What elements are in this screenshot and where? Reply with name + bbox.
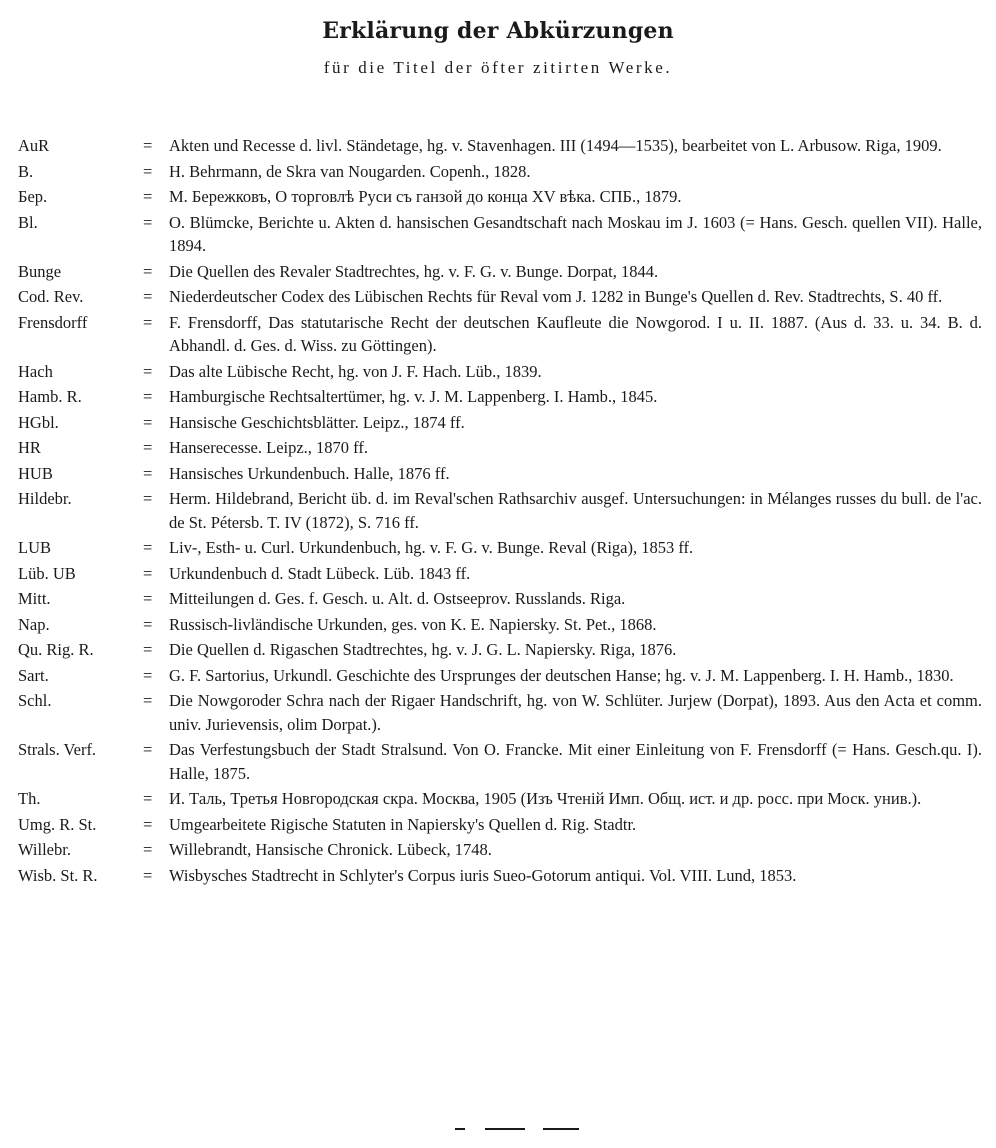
abbreviation: Sart. [18, 665, 49, 685]
abbreviation-definition: Das Verfestungsbuch der Stadt Stralsund. Von O. Francke. Mit einer Einleitung von F. Frensdorff (= Hans. Gesch.qu. I). Halle, 1875. [169, 740, 982, 783]
equals-sign: = [143, 489, 153, 508]
equals-sign: = [143, 840, 153, 859]
abbreviation-entry [18, 613, 982, 637]
abbreviation: Hildebr. [18, 489, 72, 508]
abbreviation-entry [18, 160, 982, 184]
abbreviation: Mitt. [18, 589, 51, 608]
abbreviation-definition: И. Таль, Третья Новгородская скра. Москва, 1905 (Изъ Чтеній Имп. Общ. ист. и др. росс. при Моск. унив.). [169, 789, 922, 808]
abbreviation-entry [18, 185, 982, 209]
abbreviation: Qu. Rig. R. [18, 640, 94, 659]
abbreviation-entry [18, 311, 982, 358]
abbreviation-definition: F. Frensdorff, Das statutarische Recht der deutschen Kaufleute die Nowgorod. I u. II. 1887. (Aus d. 33. u. 34. B. d. Abhandl. d. Ges. d. Wiss. zu Göttingen). [169, 312, 982, 355]
abbreviation: Bl. [18, 212, 38, 232]
abbreviation-definition: Niederdeutscher Codex des Lübischen Rechts für Reval vom J. 1282 in Bunge's Quellen d. Rev. Stadtrechts, S. 40 ff. [169, 287, 943, 306]
abbreviation-entry [18, 462, 982, 486]
abbreviation-definition: Willebrandt, Hansische Chronick. Lübeck, 1748. [169, 840, 492, 859]
equals-sign: = [143, 312, 153, 332]
abbreviation-entry [18, 385, 982, 409]
abbreviation: Hach [18, 361, 53, 381]
equals-sign: = [143, 640, 153, 659]
abbreviation-definition: Akten und Recesse d. livl. Ständetage, hg. v. Stavenhagen. III (1494—1535), bearbeitet von L. Arbusow. Riga, 1909. [169, 136, 942, 155]
abbreviation-definition: G. F. Sartorius, Urkundl. Geschichte des Ursprunges der deutschen Hanse; hg. v. J. M. Lappenberg. I. H. Hamb., 1830. [169, 665, 954, 685]
abbreviation-entry [18, 562, 982, 586]
abbreviation: HR [18, 438, 41, 457]
page-title: Erklärung der Abkürzungen [322, 18, 674, 44]
abbreviation-entry [18, 134, 982, 158]
abbreviation: AuR [18, 136, 50, 155]
equals-sign: = [143, 538, 153, 557]
abbreviation-entry [18, 838, 982, 862]
equals-sign: = [143, 287, 153, 306]
abbreviation: Strals. Verf. [18, 740, 97, 759]
abbreviation-entry [18, 664, 982, 688]
abbreviation: Nap. [18, 614, 50, 634]
abbreviation-entry [18, 689, 982, 736]
abbreviation-entry [18, 738, 982, 785]
abbreviation: Th. [18, 789, 41, 808]
equals-sign: = [143, 789, 153, 808]
equals-sign: = [143, 412, 153, 432]
abbreviation-entry [18, 864, 982, 888]
equals-sign: = [143, 814, 153, 834]
abbreviation: Wisb. St. R. [18, 865, 98, 885]
abbreviation-definition: Das alte Lübische Recht, hg. von J. F. Hach. Lüb., 1839. [169, 361, 542, 381]
abbreviation-entry [18, 360, 982, 384]
abbreviation-definition: O. Blümcke, Berichte u. Akten d. hansischen Gesandtschaft nach Moskau im J. 1603 (= Hans. Gesch. quellen VII). Halle, 1894. [169, 212, 982, 255]
abbreviation-definition: Russisch-livländische Urkunden, ges. von K. E. Napiersky. St. Pet., 1868. [169, 614, 657, 634]
abbreviation: LUB [18, 538, 51, 557]
equals-sign: = [143, 614, 153, 634]
abbreviation-entry [18, 638, 982, 662]
footer-dash [455, 1128, 465, 1130]
equals-sign: = [143, 589, 153, 608]
equals-sign: = [143, 438, 153, 457]
abbreviation: Lüb. UB [18, 563, 76, 583]
abbreviation-entry [18, 411, 982, 435]
abbreviation: B. [18, 161, 34, 181]
abbreviation-entry [18, 285, 982, 309]
abbreviation: Hamb. R. [18, 387, 82, 406]
equals-sign: = [143, 740, 153, 759]
abbreviation-entry [18, 536, 982, 560]
abbreviation-definition: Hamburgische Rechtsaltertümer, hg. v. J. M. Lappenberg. I. Hamb., 1845. [169, 387, 658, 406]
equals-sign: = [143, 261, 153, 281]
equals-sign: = [143, 691, 153, 710]
abbreviation-definition: Wisbysches Stadtrecht in Schlyter's Corpus iuris Sueo-Gotorum antiqui. Vol. VIII. Lund, 1853. [169, 865, 797, 885]
equals-sign: = [143, 665, 153, 685]
abbreviation-definition: Hansische Geschichtsblätter. Leipz., 1874 ff. [169, 412, 465, 432]
abbreviation-definition: Die Quellen des Revaler Stadtrechtes, hg. v. F. G. v. Bunge. Dorpat, 1844. [169, 261, 659, 281]
equals-sign: = [143, 136, 153, 155]
abbreviation-definition: Die Quellen d. Rigaschen Stadtrechtes, hg. v. J. G. L. Napiersky. Riga, 1876. [169, 640, 677, 659]
page-subtitle: für die Titel der öfter zitirten Werke. [323, 58, 673, 77]
abbreviation-entry [18, 813, 982, 837]
footer-dash [543, 1128, 579, 1130]
abbreviation-list [18, 134, 982, 889]
abbreviation-entry [18, 587, 982, 611]
abbreviation-definition: Mitteilungen d. Ges. f. Gesch. u. Alt. d. Ostseeprov. Russlands. Riga. [169, 589, 626, 608]
abbreviation: Frensdorff [18, 312, 88, 332]
equals-sign: = [143, 187, 153, 206]
abbreviation-entry [18, 436, 982, 460]
abbreviation: Schl. [18, 691, 52, 710]
abbreviation-entry [18, 211, 982, 258]
equals-sign: = [143, 212, 153, 232]
abbreviation-definition: Die Nowgoroder Schra nach der Rigaer Handschrift, hg. von W. Schlüter. Jurjew (Dorpat), 1893. Aus den Acta et comm. univ. Jurievensis, olim Dorpat.). [169, 691, 982, 734]
abbreviation: Cod. Rev. [18, 287, 84, 306]
abbreviation-entry [18, 787, 982, 811]
equals-sign: = [143, 387, 153, 406]
equals-sign: = [143, 463, 153, 483]
abbreviation: Willebr. [18, 840, 71, 859]
abbreviation-definition: Hanserecesse. Leipz., 1870 ff. [169, 438, 368, 457]
abbreviation: HUB [18, 463, 53, 483]
abbreviation-entry [18, 260, 982, 284]
abbreviation-definition: H. Behrmann, de Skra van Nougarden. Copenh., 1828. [169, 161, 531, 181]
abbreviation-definition: М. Бережковъ, О торговлѣ Руси съ ганзой до конца XV вѣка. СПБ., 1879. [169, 187, 682, 206]
abbreviation-definition: Liv-, Esth- u. Curl. Urkundenbuch, hg. v. F. G. v. Bunge. Reval (Riga), 1853 ff. [169, 538, 694, 557]
abbreviation-definition: Urkundenbuch d. Stadt Lübeck. Lüb. 1843 ff. [169, 563, 471, 583]
equals-sign: = [143, 865, 153, 885]
abbreviation-definition: Hansisches Urkundenbuch. Halle, 1876 ff. [169, 463, 450, 483]
abbreviation-definition: Umgearbeitete Rigische Statuten in Napiersky's Quellen d. Rig. Stadtr. [169, 814, 637, 834]
abbreviation: Бер. [18, 187, 48, 206]
equals-sign: = [143, 563, 153, 583]
abbreviation-definition: Herm. Hildebrand, Bericht üb. d. im Reval'schen Rathsarchiv ausgef. Untersuchungen: in Mélanges russes du bull. de l'ac. de St. Pétersb. T. IV (1872), S. 716 ff. [169, 489, 982, 532]
equals-sign: = [143, 161, 153, 181]
page-footer-mark [455, 1124, 585, 1134]
abbreviation: Bunge [18, 261, 62, 281]
abbreviation: Umg. R. St. [18, 814, 97, 834]
footer-dash [485, 1128, 525, 1130]
abbreviation-entry [18, 487, 982, 534]
abbreviation: HGbl. [18, 412, 59, 432]
equals-sign: = [143, 361, 153, 381]
